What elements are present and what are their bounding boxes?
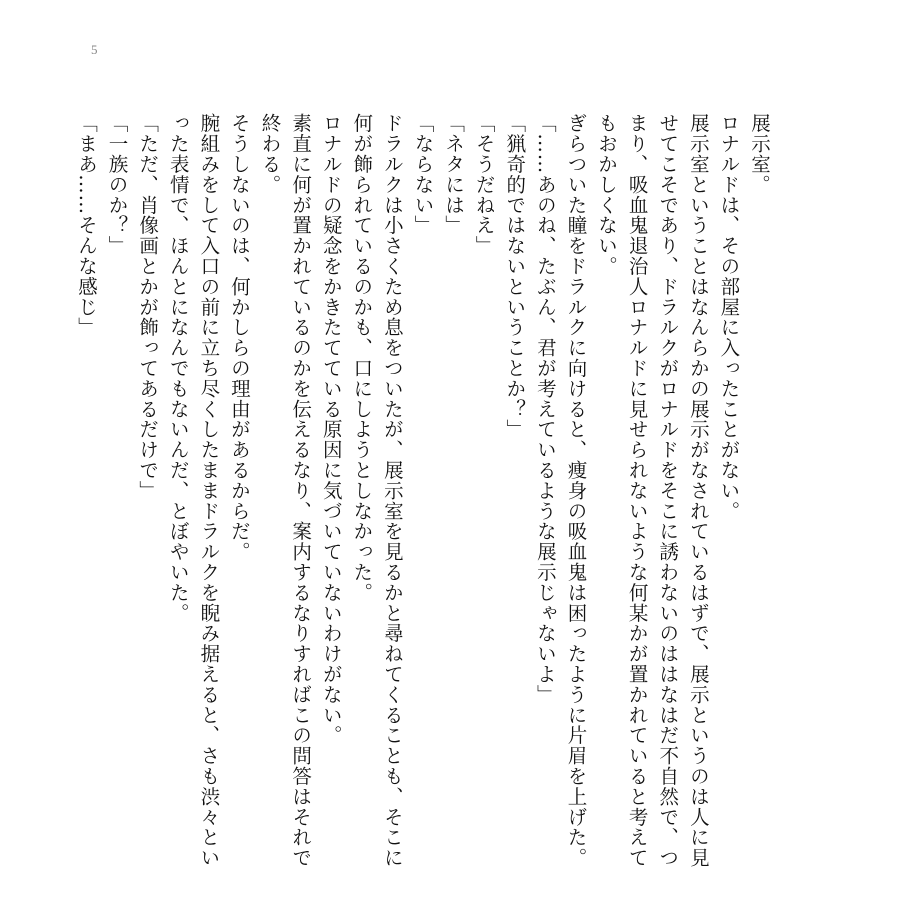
paragraph: ドラルクは小さくため息をついたが、展示室を見るかと尋ねてくることも、そこに何が飾られているのかも、口にしようとしなかった。 [350, 113, 404, 868]
paragraph: ロナルドは、その部屋に入ったことがない。 [717, 113, 741, 521]
paragraph: 「そうだねえ」 [472, 113, 496, 256]
paragraph: 「猟奇的ではないということか？」 [503, 113, 527, 440]
paragraph: 「ただ、肖像画とかが飾ってあるだけで」 [136, 113, 160, 501]
paragraph: そうしないのは、何かしらの理由があるからだ。 [227, 113, 251, 562]
paragraph: 腕組みをして入口の前に立ち尽くしたままドラルクを睨み据えると、さも渋々といった表情で、ほんとになんでもないんだ、とぼやいた。 [166, 113, 221, 868]
paragraph: 展示室ということはなんらかの展示がなされているはずで、展示というのは人に見せてこそであり、ドラルクがロナルドをそこに誘わないのははなはだ不自然で、つまり、吸血鬼退治人ロナルドに見せられないような何某かが置かれていると考えてもおかしくない。 [595, 113, 710, 868]
paragraph: 展示室。 [748, 113, 771, 195]
vertical-text-body [70, 113, 774, 873]
paragraph: 「ネタには」 [442, 113, 466, 236]
paragraph: 素直に何が置かれているのかを伝えるなり、案内するなりすればこの問答はそれで終わる。 [258, 113, 313, 868]
paragraph: 「ならない」 [411, 113, 435, 236]
paragraph: ロナルドの疑念をかきたてている原因に気づいていないわけがない。 [319, 113, 343, 746]
page-number: 5 [91, 42, 98, 57]
paragraph: ぎらついた瞳をドラルクに向けると、痩身の吸血鬼は困ったように片眉を上げた。 [564, 113, 588, 868]
paragraph: 「まあ……そんな感じ」 [74, 113, 98, 338]
paragraph: 「……あのね、たぶん、君が考えているような展示じゃないよ」 [533, 113, 557, 705]
paragraph: 「一族のか？」 [105, 113, 129, 256]
